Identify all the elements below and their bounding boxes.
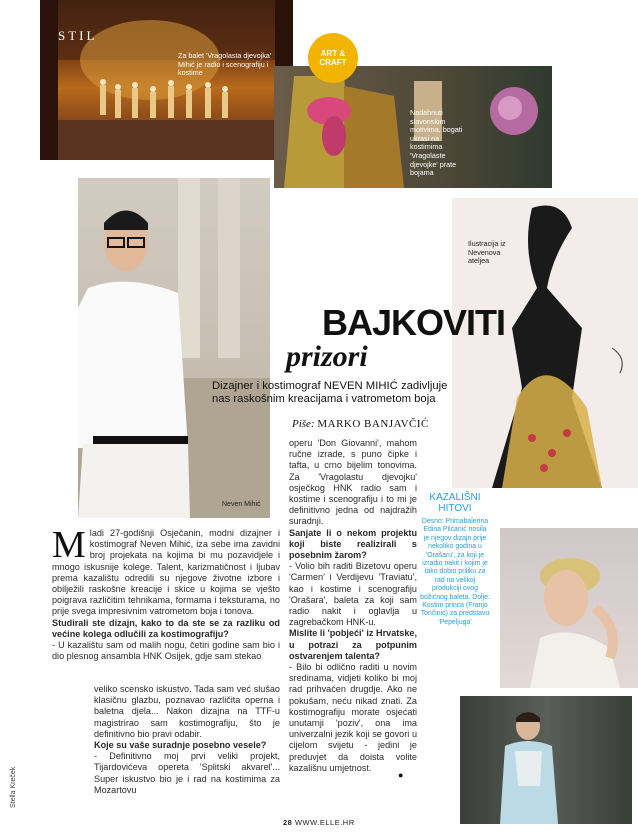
footer [283,818,355,827]
question: Koje su vaše suradnje posebno vesele? [94,740,267,751]
ballet-caption: Za balet 'Vragolasta djevojka' Mihić je radio i scenografiju i kostime [178,51,272,78]
ballerina-photo [500,528,638,688]
ballerina-illustration [500,528,638,688]
headline-line1: BAJKOVITI [322,302,506,343]
article-column-2 [94,684,280,796]
costume-caption: Nadahnuti slavonskim motivima, bogati ukrasi na kostimima 'Vragolaste djevojke' prate bojama [410,108,463,178]
paragraph: - Definitivno moj prvi veliki projekt, Tijardovićeva opereta 'Splitski akvarel'... Super iskustvo bio je i rad na kostimima za Mozartovu [94,751,280,795]
paragraph: - U kazalištu sam od malih nogu, četiri godine sam bio i dio plesnog ansambla HNK Osijek, gdje sam stekao [52,640,280,662]
side-photo-credit: Stella Kreček [10,766,17,808]
drop-cap: M [52,524,86,566]
question: Sanjate li o nekom projektu koji biste realizirali s posebnim žarom? [289,527,417,561]
portrait-caption: Neven Mihić [222,501,261,508]
question: Mislite li 'pobjeći' iz Hrvatske, u potrazi za potpunim ostvarenjem talenta? [289,628,417,661]
sidebar-body: Desno: Primabalerina Edina Plićanić nosila je njegov dizajn prije nekoliko godina u 'Orašaru', za koji je izradio nakit i kojim je tako dobio priliku za rad na velikoj produkciji ovog božićnog baleta. Dolje: Kostim princa (Franjo Tončinić) za predstavu 'Pepeljuga' [420,518,490,626]
question: Studirali ste dizajn, kako to da ste se za razliku od većine kolega odlučili za kostimografiju? [52,617,280,639]
byline-label: Piše: [292,418,315,430]
section-label: STIL [58,28,98,43]
paragraph: - Bilo bi odlično raditi u novim sredinama, vidjeti koliko bi moj rad prihvaćen drugdje. Ako ne pokušam, neću nikad znati. Za kostimografiju morate osjećati unutarnji 'poziv', ona ima univerzalni jezik koji se govori u cijelom svijetu - jedini je preduvjet da doista volite kazališnu umjetnost. [289,662,417,773]
paragraph: operu 'Don Giovanni', mahom ručne izrade, s puno čipke i tafta, u crno bijelim tonovima. Za 'Vragolastu djevojku' osječkog HNK radio sam i kostime i scenografiju i to mi je definitivno jedna od najdražih suradnji. [289,438,417,527]
illustration-caption: Ilustracija iz Nevenova ateljea [468,239,506,266]
site-url: WWW.ELLE.HR [294,818,355,827]
prince-costume-photo [460,696,632,824]
ballet-stage-illustration [40,0,293,160]
ballet-stage-photo [40,0,293,160]
article-column-3 [289,438,417,774]
byline [292,418,429,430]
portrait-photo [78,178,270,518]
prince-illustration [460,696,632,824]
end-mark: ● [398,770,404,780]
paragraph: - Volio bih raditi Bizetovu operu 'Carmen' i Verdijevu 'Traviatu', kao i kostime i scenografiju 'Orašara', baleta za koji sam radio nakit i oglavlja u zagrebačkom HNK-u. [289,561,417,628]
paragraph: ladi 27-godišnji Osječanin, modni dizajner i kostimograf Neven Mihić, iza sebe ima zavidni broj projekata na kojima bi mu pozavidjele i mnogo iskusnije kolege. Talent, karizmatičnost i ljubav prema kazalištu odredili su njegove životne izbore i obilježili raskošne kreacije i skice u kojima se vješto poigrava različitim tehnikama, formama i teksturama, no prije svega impresivnim vatrometom boja i tonova. [52,528,280,617]
headline-line2: prizori [286,340,368,373]
page-number: 28 [283,818,293,827]
article-column-1 [52,524,280,662]
sidebar-title: KAZALIŠNI HITOVI [429,492,481,514]
art-craft-badge [308,33,358,83]
art-craft-badge-label: ART & CRAFT [319,49,347,67]
portrait-illustration [78,178,270,518]
deck-text: Dizajner i kostimograf NEVEN MIHIĆ zadivljuje nas raskošnim kreacijama i vatrometom boja [212,380,448,405]
byline-name: MARKO BANJAVČIĆ [317,418,429,430]
paragraph: veliko scensko iskustvo. Tada sam već slušao klasičnu glazbu, poznavao različita operna i baletna djela... Nakon dizajna na TTF-u magistrirao sam kostimografiju, što je definitivno bio pravi odabir. [94,684,280,739]
sidebar [420,492,490,627]
